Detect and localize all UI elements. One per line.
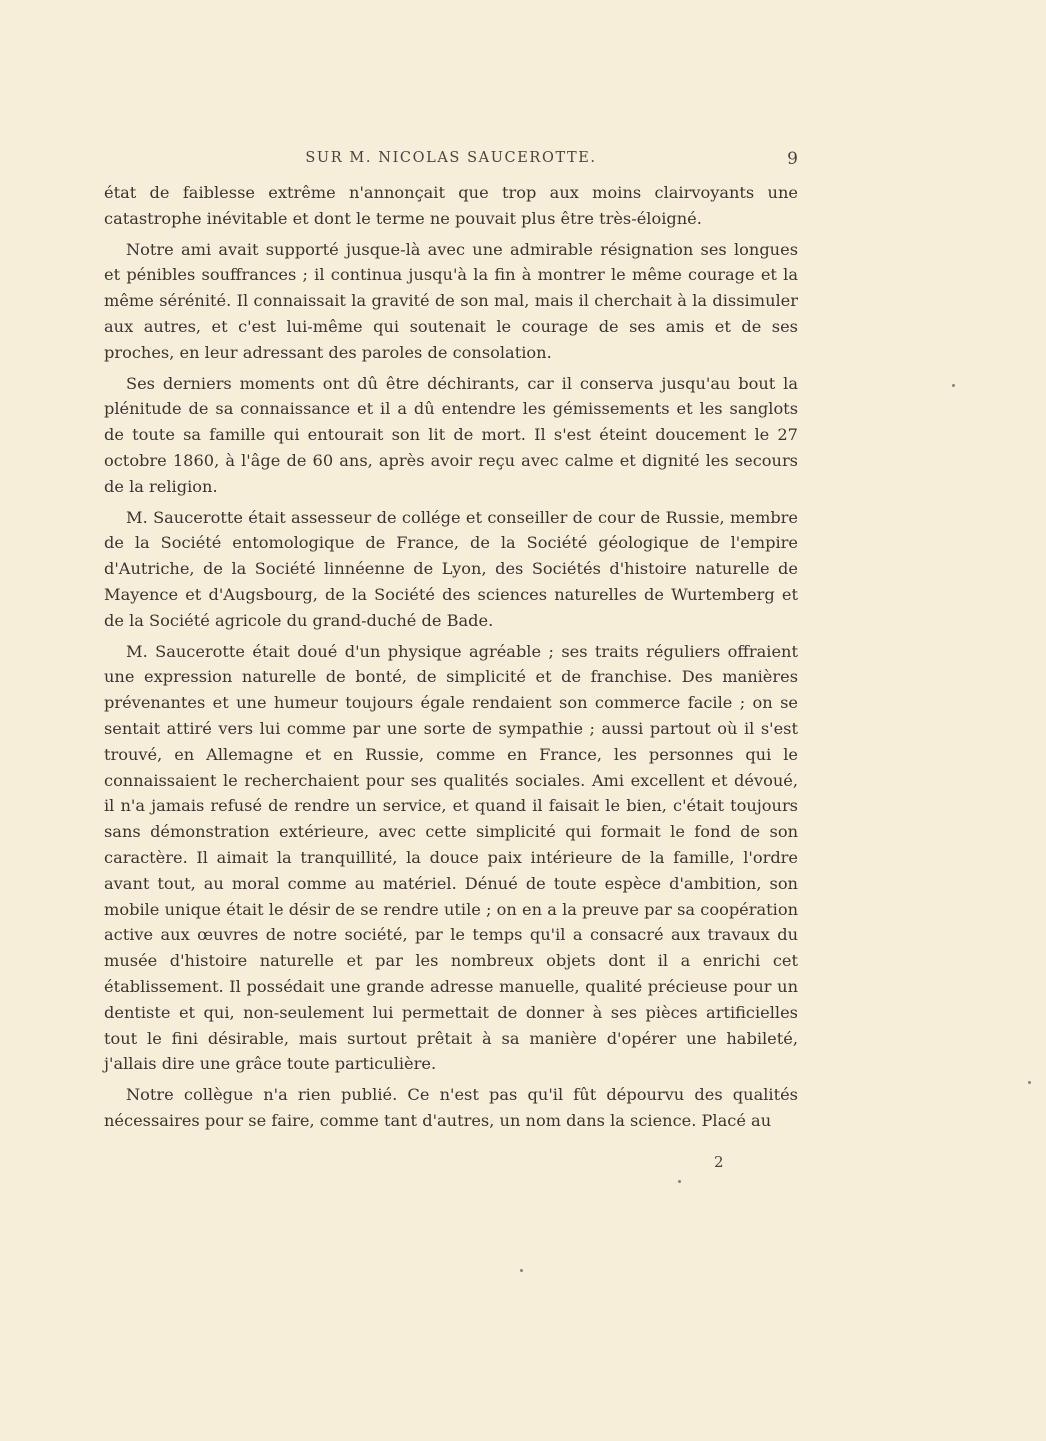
paragraph: Ses derniers moments ont dû être déchirants, car il conserva jusqu'au bout la plénitude de sa connaissance et il a dû entendre les gémissements et les sanglots de toute sa famille qui entourait son lit de mort. Il s'est éteint doucement le 27 octobre 1860, à l'âge de 60 ans, après avoir reçu avec calme et dignité les secours de la religion. (104, 373, 798, 496)
paper-speck (1028, 1081, 1031, 1084)
paper-speck (520, 1269, 523, 1272)
running-head (104, 150, 798, 172)
paper-speck (952, 384, 955, 387)
paragraph: Notre ami avait supporté jusque-là avec une admirable résignation ses longues et pénibles souffrances ; il continua jusqu'à la fin à montrer le même courage et la même sérénité. Il connaissait la gravité de son mal, mais il cherchait à la dissimuler aux autres, et c'est lui-même qui soutenait le courage de ses amis et de ses proches, en leur adressant des paroles de consolation. (104, 239, 798, 362)
paragraph-continued: état de faiblesse extrême n'annonçait que trop aux moins clairvoyants une catastrophe inévitable et dont le terme ne pouvait plus être très-éloigné. (104, 183, 798, 228)
paragraph: M. Saucerotte était assesseur de collége et conseiller de cour de Russie, membre de la Société entomologique de France, de la Société géologique de l'empire d'Autriche, de la Société linnéenne de Lyon, des Sociétés d'histoire naturelle de Mayence et d'Augsbourg, de la Société des sciences naturelles de Wurtemberg et de la Société agricole du grand-duché de Bade. (104, 507, 798, 630)
paragraph: Notre collègue n'a rien publié. Ce n'est pas qu'il fût dépourvu des qualités nécessaires pour se faire, comme tant d'autres, un nom dans la science. Placé au (104, 1085, 798, 1130)
signature-mark: 2 (714, 1153, 724, 1171)
running-title: SUR M. NICOLAS SAUCEROTTE. (305, 150, 597, 166)
paper-speck (678, 1180, 681, 1183)
body-text (104, 180, 798, 1134)
paragraph: M. Saucerotte était doué d'un physique agréable ; ses traits réguliers offraient une expression naturelle de bonté, de simplicité et de franchise. Des manières prévenantes et une humeur toujours égale rendaient son commerce facile ; on se sentait attiré vers lui comme par une sorte de sympathie ; aussi partout où il s'est trouvé, en Allemagne et en Russie, comme en France, les personnes qui le connaissaient le recherchaient pour ses qualités sociales. Ami excellent et dévoué, il n'a jamais refusé de rendre un service, et quand il faisait le bien, c'était toujours sans démonstration extérieure, avec cette simplicité qui formait le fond de son caractère. Il aimait la tranquillité, la douce paix intérieure de la famille, l'ordre avant tout, au moral comme au matériel. Dénué de toute espèce d'ambition, son mobile unique était le désir de se rendre utile ; on en a la preuve par sa coopération active aux œuvres de notre société, par le temps qu'il a consacré aux travaux du musée d'histoire naturelle et par les nombreux objets dont il a enrichi cet établissement. Il possédait une grande adresse manuelle, qualité précieuse pour un dentiste et qui, non-seulement lui permettait de donner à ses pièces artificielles tout le fini désirable, mais surtout prêtait à sa manière d'opérer une habileté, j'allais dire une grâce toute particulière. (104, 641, 798, 1074)
page-number: 9 (787, 149, 798, 169)
